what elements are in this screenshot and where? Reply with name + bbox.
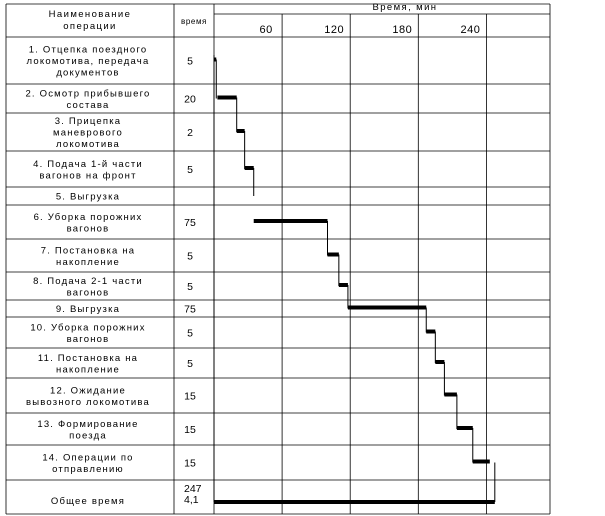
task-row [30,322,193,345]
task-label: состава [66,99,110,111]
task-duration: 15 [184,390,196,403]
task-label: вагонов на фронт [39,170,137,182]
x-axis-ticks [259,24,480,36]
task-label: 11. Постановка на [37,352,139,364]
x-tick-label-240: 240 [460,24,481,36]
task-label: отправлению [52,463,124,475]
task-duration: 5 [187,250,193,263]
task-row [53,116,193,150]
task-label: поезда [69,430,107,442]
task-row [27,45,194,79]
task-duration: 247 [184,483,202,495]
task-label: накопление [56,256,120,268]
task-bar [245,166,254,170]
task-row [56,192,120,203]
task-bar [339,283,348,287]
task-label: 14. Операции по [42,452,134,464]
task-label: 8. Подача 2-1 части [33,275,143,287]
task-bar [473,460,490,464]
task-row [42,452,196,475]
task-label: накопление [56,364,120,376]
task-duration: 75 [184,217,196,229]
task-bar [237,129,245,133]
task-label: 9. Выгрузка [55,304,121,315]
task-bar [254,219,328,223]
task-bar [426,330,435,334]
task-duration: 4,1 [184,494,199,506]
task-duration: 5 [187,281,193,293]
task-label: локомотива, передача [26,56,150,67]
task-row [51,483,202,507]
task-label: маневрового [53,127,123,139]
task-label: вывозного локомотива [25,396,151,408]
duration-column-header: время [181,17,207,26]
task-duration: 5 [187,55,193,68]
task-label: 6. Уборка порожних [33,211,143,223]
task-row [41,245,193,268]
task-row [33,159,193,182]
task-label: 7. Постановка на [40,245,136,257]
task-row [38,353,193,376]
task-row [25,88,196,111]
task-label: документов [56,67,120,79]
task-label: 13. Формирование [37,418,139,430]
x-tick-label-60: 60 [259,24,273,36]
task-bar [348,306,426,310]
task-label: 5. Выгрузка [55,191,121,203]
task-bar [217,96,236,100]
task-label: вагонов [66,223,110,235]
task-row [37,419,196,442]
task-duration: 2 [187,127,193,139]
task-label: 12. Ожидание [50,385,126,397]
task-row [34,212,196,235]
task-label: вагонов [66,287,110,299]
task-row [26,385,196,408]
task-bars [214,55,495,504]
task-bar [435,360,444,364]
task-label: вагонов [66,333,110,345]
task-label: 2. Осмотр прибывшего [25,88,151,100]
task-bar [328,253,339,257]
task-label: 1. Отцепка поездного [28,44,148,56]
task-bar [214,500,495,504]
task-label: 3. Прицепка [54,116,122,127]
task-duration: 5 [187,327,193,340]
task-label: 10. Уборка порожних [30,322,146,334]
task-label: локомотива [56,139,120,150]
task-bar [457,426,473,430]
task-duration: 5 [187,358,193,370]
table-header [49,2,438,32]
timeline-header: Время, мин [372,2,438,13]
task-duration: 15 [184,457,196,470]
operation-column-header-line2: операции [63,21,117,32]
task-bar [444,393,456,397]
task-row [33,276,193,299]
task-rows [25,45,201,508]
operation-column-header-line1: Наименование [48,9,132,20]
x-tick-label-180: 180 [392,24,413,36]
task-row [56,304,196,316]
x-tick-label-120: 120 [324,24,345,36]
task-duration: 20 [184,93,196,106]
task-duration: 75 [184,303,196,316]
task-duration: 5 [187,164,193,176]
task-label: Общее время [50,496,126,507]
task-label: 4. Подача 1-й части [33,158,143,170]
task-duration: 15 [184,424,196,436]
